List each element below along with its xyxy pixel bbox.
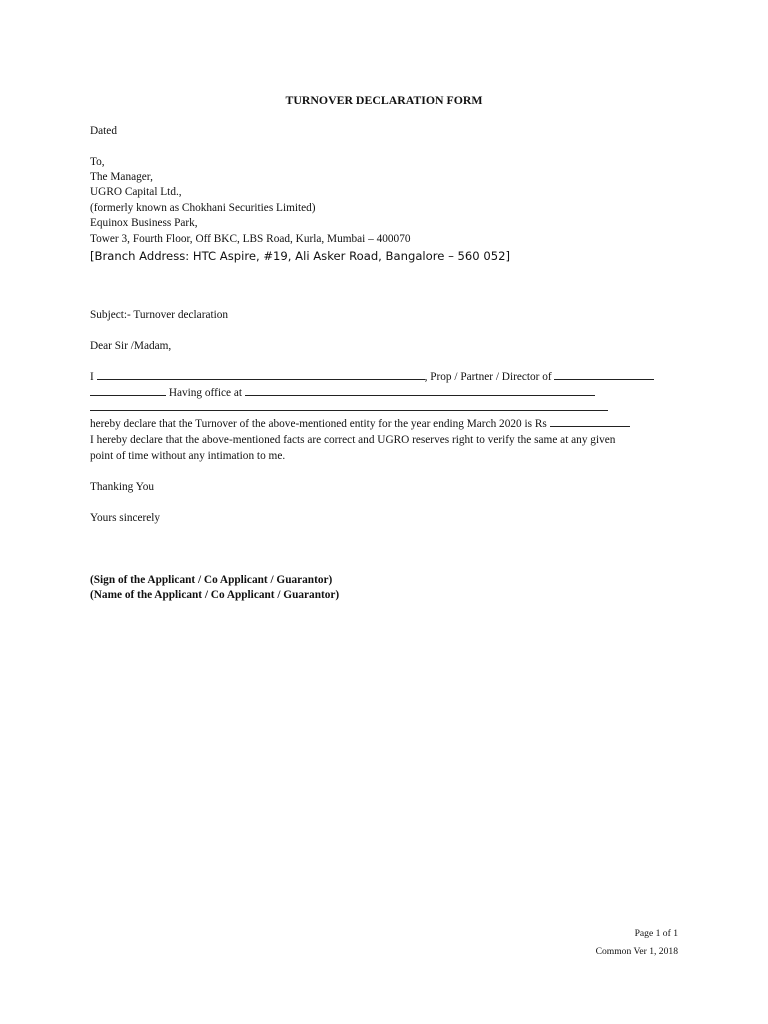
declaration-line-3 <box>90 401 608 415</box>
office-label: Having office at <box>168 387 243 399</box>
declaration-line-6: point of time without any intimation to me. <box>90 450 286 462</box>
name-caption: (Name of the Applicant / Co Applicant / Guarantor) <box>90 589 340 601</box>
salutation: Dear Sir /Madam, <box>90 340 172 352</box>
subject-line: Subject:- Turnover declaration <box>90 309 229 321</box>
address-street: Tower 3, Fourth Floor, Off BKC, LBS Road, Kurla, Mumbai – 400070 <box>90 233 411 245</box>
declaration-line-4 <box>90 417 630 431</box>
declaration-line-5: I hereby declare that the above-mentioned facts are correct and UGRO reserves right to verify the same at any given <box>90 434 616 446</box>
applicant-name-blank[interactable] <box>97 370 425 380</box>
office-address-blank[interactable] <box>245 390 595 396</box>
page-number: Page 1 of 1 <box>634 928 678 939</box>
declaration-line-2 <box>90 386 595 400</box>
entity-name-blank-cont[interactable] <box>90 390 166 396</box>
address-park: Equinox Business Park, <box>90 217 198 229</box>
turnover-text: hereby declare that the Turnover of the above-mentioned entity for the year ending March 2020 is Rs <box>90 418 547 430</box>
closing-thanks: Thanking You <box>90 481 155 493</box>
address-company: UGRO Capital Ltd., <box>90 186 182 198</box>
closing-yours: Yours sincerely <box>90 512 161 524</box>
branch-address: [Branch Address: HTC Aspire, #19, Ali Asker Road, Bangalore – 560 052] <box>90 249 511 263</box>
signature-caption: (Sign of the Applicant / Co Applicant / Guarantor) <box>90 574 333 586</box>
entity-name-blank[interactable] <box>554 374 654 380</box>
dated-label: Dated <box>90 125 117 137</box>
address-manager: The Manager, <box>90 171 153 183</box>
office-address-blank-cont[interactable] <box>90 401 608 411</box>
role-text: , Prop / Partner / Director of <box>424 371 552 383</box>
declaration-line-1 <box>90 370 654 384</box>
version-label: Common Ver 1, 2018 <box>595 946 678 957</box>
form-title: TURNOVER DECLARATION FORM <box>285 93 483 107</box>
turnover-amount-blank[interactable] <box>550 421 630 427</box>
address-formerly: (formerly known as Chokhani Securities Limited) <box>90 202 316 214</box>
pronoun-i: I <box>90 371 94 383</box>
address-to: To, <box>90 156 105 168</box>
